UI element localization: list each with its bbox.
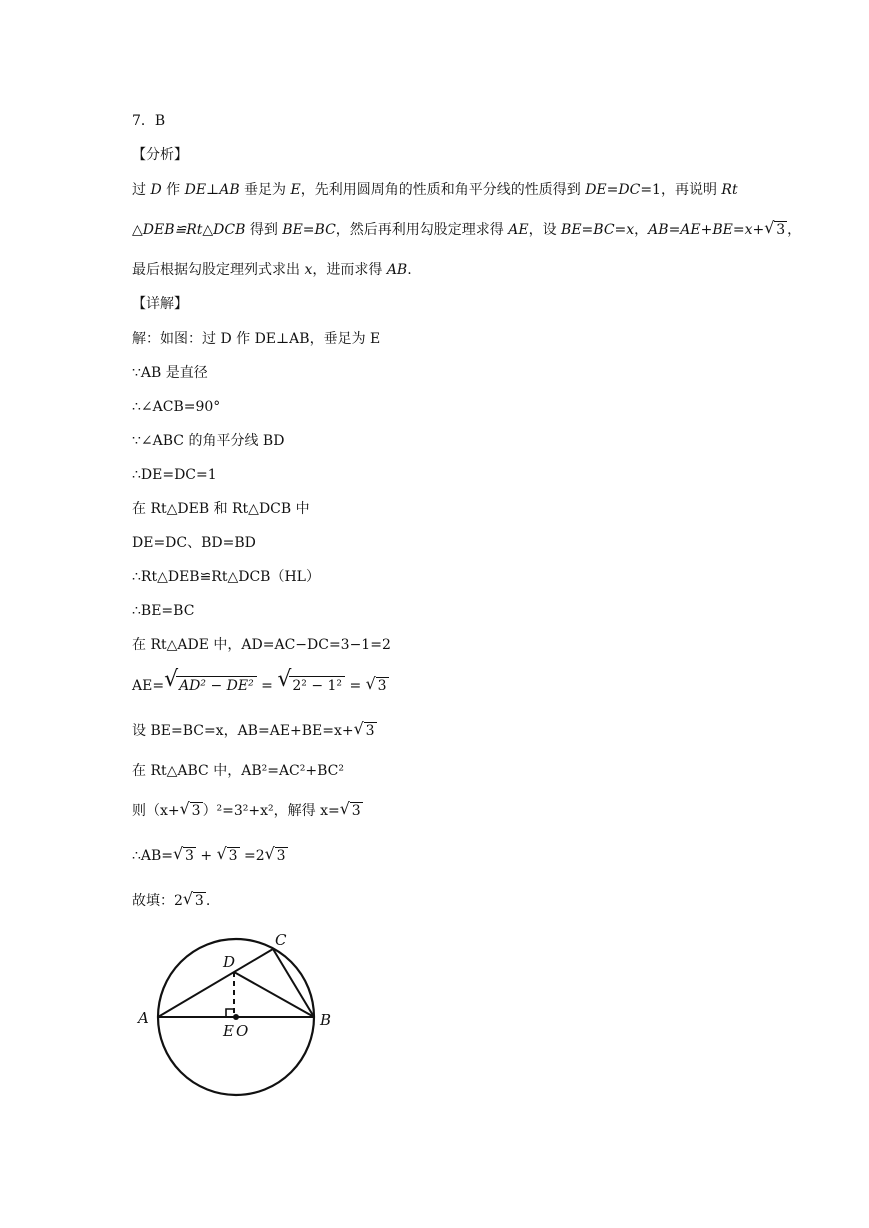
label-D: D	[223, 953, 236, 971]
sqrt-symbol: √ 3	[366, 677, 389, 695]
detail-line-15: ∴AB=√ 3 + √ 3 =2√ 3	[132, 847, 288, 865]
detail-line-13: 在 Rt△ABC 中，AB²=AC²+BC²	[132, 763, 344, 779]
sqrt-symbol: √ 3	[217, 847, 240, 865]
detail-line-4: ∵∠ABC 的角平分线 BD	[132, 433, 285, 449]
label-C: C	[275, 931, 287, 949]
sqrt-symbol: √ 3	[265, 847, 288, 865]
label-E: E	[223, 1022, 234, 1040]
analysis-line-1: 过 D 作 DE⊥AB 垂足为 E，先利用圆周角的性质和角平分线的性质得到 DE=DC=1，再说明 Rt	[132, 182, 738, 198]
sqrt-symbol: √ 2² − 1²	[277, 677, 345, 695]
sqrt-symbol: √ 3	[354, 722, 377, 740]
chord-BC	[273, 949, 314, 1017]
sqrt-symbol: √ 3	[173, 847, 196, 865]
detail-line-11: AE=√ AD² − DE² = √ 2² − 1² = √ 3	[132, 677, 389, 695]
detail-line-9: ∴BE=BC	[132, 603, 195, 619]
analysis-heading: 【分析】	[132, 147, 188, 163]
detail-line-7: DE=DC、BD=BD	[132, 535, 256, 551]
detail-line-6: 在 Rt△DEB 和 Rt△DCB 中	[132, 501, 310, 517]
label-B: B	[320, 1011, 332, 1029]
sqrt-symbol: √ 3	[764, 221, 787, 239]
right-angle-mark	[226, 1009, 234, 1017]
detail-line-16: 故填：2√ 3 .	[132, 892, 210, 910]
analysis-line-3: 最后根据勾股定理列式求出 x，进而求得 AB.	[132, 262, 412, 278]
label-A: A	[138, 1009, 149, 1027]
center-point-O	[233, 1014, 239, 1020]
detail-line-2: ∵AB 是直径	[132, 365, 208, 381]
detail-line-3: ∴∠ACB=90°	[132, 399, 221, 415]
geometry-figure	[130, 925, 340, 1105]
label-O: O	[236, 1022, 249, 1040]
sqrt-symbol: √ AD² − DE²	[164, 677, 257, 695]
sqrt-symbol: √ 3	[183, 892, 206, 910]
answer-line: 7．B	[132, 113, 166, 129]
sqrt-symbol: √ 3	[340, 802, 363, 820]
detail-line-12: 设 BE=BC=x，AB=AE+BE=x+√ 3	[132, 722, 377, 740]
detail-line-8: ∴Rt△DEB≌Rt△DCB（HL）	[132, 569, 320, 585]
detail-line-1: 解：如图：过 D 作 DE⊥AB，垂足为 E	[132, 331, 381, 347]
chord-AC	[158, 949, 273, 1017]
detail-heading: 【详解】	[132, 296, 188, 312]
detail-line-14: 则（x+√ 3 ）²=3²+x²，解得 x=√ 3	[132, 802, 363, 820]
sqrt-symbol: √ 3	[180, 802, 203, 820]
detail-line-5: ∴DE=DC=1	[132, 467, 217, 483]
analysis-line-2: △DEB≌Rt△DCB 得到 BE=BC，然后再利用勾股定理求得 AE，设 BE=BC=x，AB=AE+BE=x+√ 3 ，	[132, 221, 801, 239]
detail-line-10: 在 Rt△ADE 中，AD=AC−DC=3−1=2	[132, 637, 391, 653]
segment-BD	[234, 972, 314, 1017]
